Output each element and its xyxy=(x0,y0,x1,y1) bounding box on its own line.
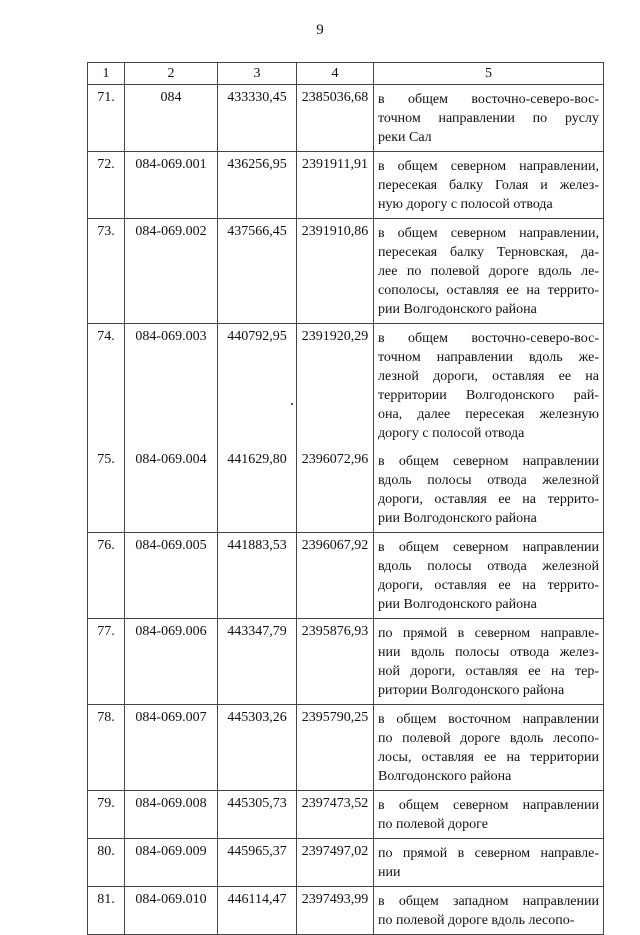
description-line: лезной дороги, оставляя ее на xyxy=(378,369,599,384)
point-code-cell: 084-069.002 xyxy=(125,219,218,324)
y-coordinate-cell: 2395876,93 xyxy=(297,619,374,705)
point-code-cell: 084-069.008 xyxy=(125,791,218,839)
point-code-cell: 084-069.004 xyxy=(125,447,218,533)
description-line: в общем восточном направлении xyxy=(378,712,599,727)
description-line: по полевой дороге вдоль лесопо- xyxy=(378,731,599,746)
point-code-cell: 084-069.010 xyxy=(125,887,218,935)
description-line: дороги, оставляя ее на террито- xyxy=(378,492,599,507)
y-coordinate-cell: 2391911,91 xyxy=(297,152,374,219)
description-line: в общем северном направлении xyxy=(378,540,599,555)
row-number-cell: 78. xyxy=(88,705,125,791)
y-coordinate-cell: 2397473,52 xyxy=(297,791,374,839)
table-row xyxy=(88,324,604,448)
description-line: дороги, оставляя ее на террито- xyxy=(378,578,599,593)
description-line: вдоль полосы отвода железной xyxy=(378,473,599,488)
row-number-cell: 81. xyxy=(88,887,125,935)
description-line: точном направлении по руслу xyxy=(378,111,599,126)
description-cell xyxy=(374,85,604,152)
description-line: точном направлении вдоль же- xyxy=(378,350,599,365)
description-line: ритории Волгодонского района xyxy=(378,683,565,698)
y-coordinate-cell: 2396072,96 xyxy=(297,447,374,533)
description-line: рии Волгодонского района xyxy=(378,597,537,612)
table-header-row xyxy=(88,63,604,85)
x-coordinate-cell: 436256,95 xyxy=(218,152,297,219)
boundary-table xyxy=(87,62,604,935)
description-line: сополосы, оставляя ее на террито- xyxy=(378,283,599,298)
description-line: в общем северном направлении, xyxy=(378,226,599,241)
y-coordinate-cell: 2391910,86 xyxy=(297,219,374,324)
y-coordinate-cell: 2397497,02 xyxy=(297,839,374,887)
row-number-cell: 73. xyxy=(88,219,125,324)
page-number: 9 xyxy=(316,22,324,38)
row-number-cell: 77. xyxy=(88,619,125,705)
y-coordinate-cell: 2397493,99 xyxy=(297,887,374,935)
table-row xyxy=(88,152,604,219)
point-code-cell: 084-069.005 xyxy=(125,533,218,619)
y-coordinate-cell: 2391920,29 xyxy=(297,324,374,448)
description-line: рии Волгодонского района xyxy=(378,302,537,317)
row-number-cell: 79. xyxy=(88,791,125,839)
y-coordinate-cell: 2385036,68 xyxy=(297,85,374,152)
table-row xyxy=(88,705,604,791)
table-row xyxy=(88,791,604,839)
table-row xyxy=(88,887,604,935)
description-line: по прямой в северном направле- xyxy=(378,846,599,861)
x-coordinate-cell: 440792,95 xyxy=(218,324,297,448)
description-line: по прямой в северном направле- xyxy=(378,626,599,641)
description-line: реки Сал xyxy=(378,130,432,145)
point-code-cell: 084-069.007 xyxy=(125,705,218,791)
x-coordinate-cell: 445303,26 xyxy=(218,705,297,791)
point-code-cell: 084-069.003 xyxy=(125,324,218,448)
description-cell xyxy=(374,219,604,324)
row-number-cell: 71. xyxy=(88,85,125,152)
description-line: в общем восточно-северо-вос- xyxy=(378,331,599,346)
table-row xyxy=(88,85,604,152)
description-line: в общем северном направлении, xyxy=(378,159,599,174)
description-line: ную дорогу с полосой отвода xyxy=(378,197,553,212)
table-row xyxy=(88,533,604,619)
description-line: в общем северном направлении xyxy=(378,798,599,813)
description-cell xyxy=(374,887,604,935)
header-col-4: 4 xyxy=(297,63,374,85)
description-line: лосы, оставляя ее на территории xyxy=(378,750,599,765)
row-number-cell: 80. xyxy=(88,839,125,887)
description-cell xyxy=(374,324,604,448)
description-line: дорогу с полосой отвода xyxy=(378,426,525,441)
description-line: рии Волгодонского района xyxy=(378,511,537,526)
x-coordinate-cell: 445305,73 xyxy=(218,791,297,839)
description-line: в общем восточно-северо-вос- xyxy=(378,92,599,107)
description-line: территории Волгодонского рай- xyxy=(378,388,599,403)
x-coordinate-cell: 441629,80 xyxy=(218,447,297,533)
x-coordinate-cell: 437566,45 xyxy=(218,219,297,324)
point-code-cell: 084-069.001 xyxy=(125,152,218,219)
description-cell xyxy=(374,705,604,791)
description-cell xyxy=(374,447,604,533)
description-cell xyxy=(374,619,604,705)
header-col-1: 1 xyxy=(88,63,125,85)
header-col-3: 3 xyxy=(218,63,297,85)
description-line: по полевой дороге вдоль лесопо- xyxy=(378,913,575,928)
y-coordinate-cell: 2396067,92 xyxy=(297,533,374,619)
x-coordinate-cell: 443347,79 xyxy=(218,619,297,705)
y-coordinate-cell: 2395790,25 xyxy=(297,705,374,791)
description-line: ной дороги, оставляя ее на тер- xyxy=(378,664,599,679)
x-coordinate-cell: 445965,37 xyxy=(218,839,297,887)
description-cell xyxy=(374,533,604,619)
description-line: нии xyxy=(378,865,401,880)
row-number-cell: 72. xyxy=(88,152,125,219)
description-line: по полевой дороге xyxy=(378,817,488,832)
x-coordinate-cell: 441883,53 xyxy=(218,533,297,619)
stray-dot-mark xyxy=(291,403,293,405)
description-line: в общем северном направлении xyxy=(378,454,599,469)
row-number-cell: 75. xyxy=(88,447,125,533)
table-row xyxy=(88,447,604,533)
point-code-cell: 084-069.006 xyxy=(125,619,218,705)
point-code-cell: 084 xyxy=(125,85,218,152)
table-row xyxy=(88,219,604,324)
description-cell xyxy=(374,839,604,887)
description-cell xyxy=(374,152,604,219)
description-line: лее по полевой дороге вдоль ле- xyxy=(378,264,599,279)
description-cell xyxy=(374,791,604,839)
table-row xyxy=(88,619,604,705)
description-line: она, далее пересекая железную xyxy=(378,407,599,422)
description-line: нии вдоль полосы отвода желез- xyxy=(378,645,599,660)
description-line: в общем западном направлении xyxy=(378,894,599,909)
description-line: вдоль полосы отвода железной xyxy=(378,559,599,574)
x-coordinate-cell: 433330,45 xyxy=(218,85,297,152)
description-line: пересекая балку Голая и желез- xyxy=(378,178,599,193)
description-line: Волгодонского района xyxy=(378,769,512,784)
header-col-2: 2 xyxy=(125,63,218,85)
point-code-cell: 084-069.009 xyxy=(125,839,218,887)
header-col-5: 5 xyxy=(374,63,604,85)
table-row xyxy=(88,839,604,887)
row-number-cell: 74. xyxy=(88,324,125,448)
row-number-cell: 76. xyxy=(88,533,125,619)
description-line: пересекая балку Терновская, да- xyxy=(378,245,599,260)
x-coordinate-cell: 446114,47 xyxy=(218,887,297,935)
